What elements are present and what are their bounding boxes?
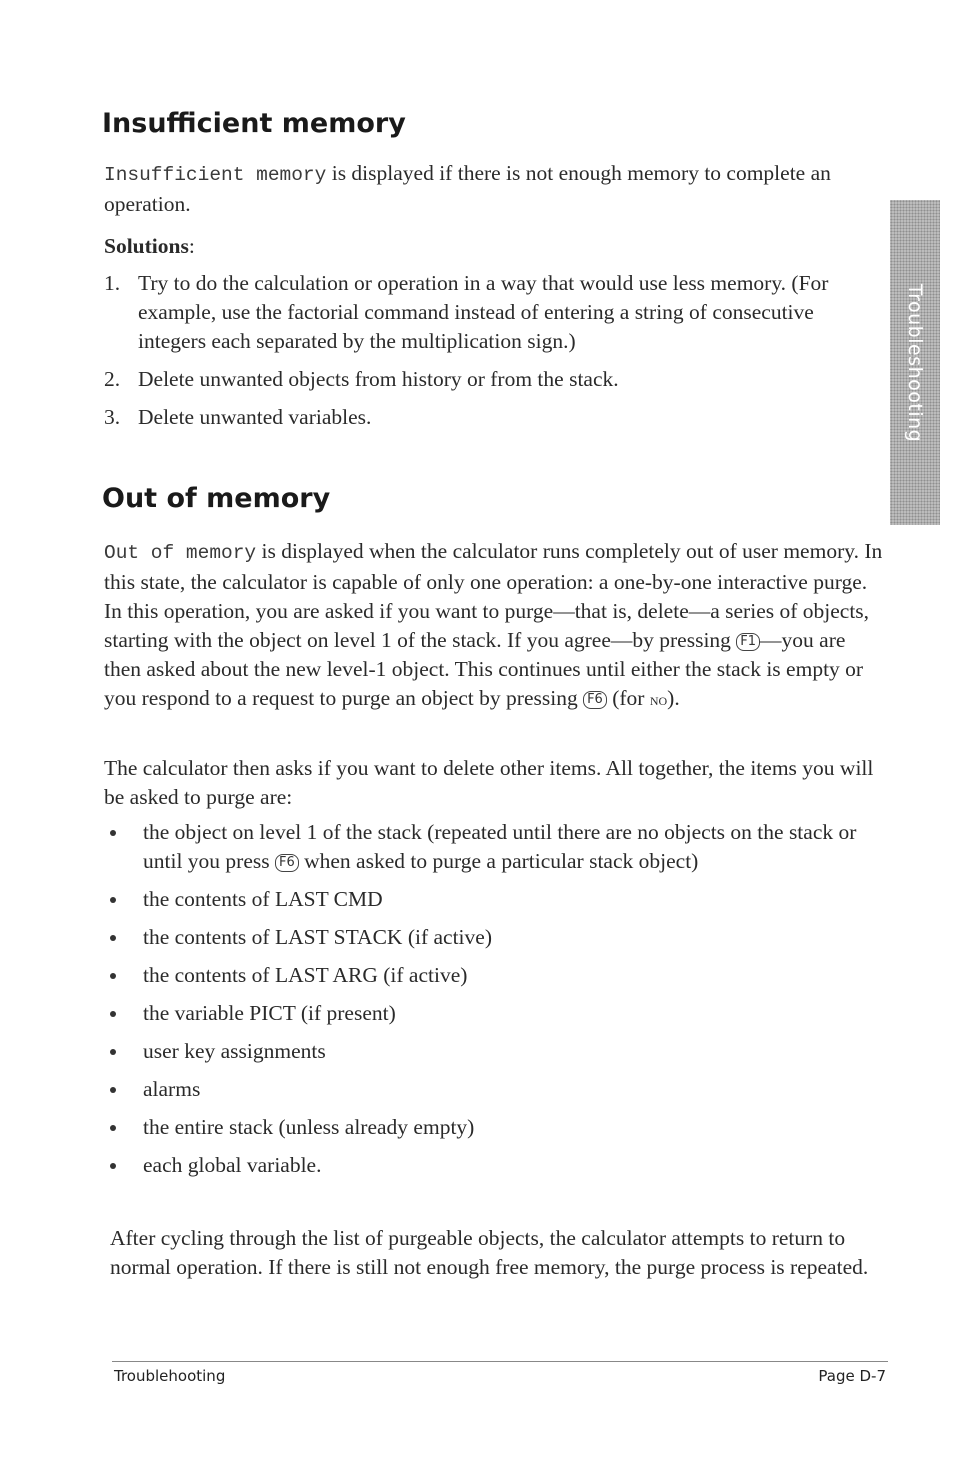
page-number: Page D-7 [818, 1367, 886, 1385]
f6-key-icon: F6 [275, 854, 299, 872]
f1-key-icon: F1 [736, 633, 760, 651]
section-heading-insufficient-memory: Insufficient memory [102, 108, 406, 139]
description-text: is displayed if there is not enough memory to complete an operation. [104, 161, 831, 216]
list-item: 1. Try to do the calculation or operation in a way that would use less memory. (For example, use the factorial command instead of entering a string of consecutive integers each separated by the multiplication sign.) [104, 271, 829, 353]
section-heading-out-of-memory: Out of memory [102, 483, 331, 514]
list-item: the contents of LAST CMD [106, 885, 886, 914]
list-item: each global variable. [106, 1151, 886, 1180]
insufficient-memory-description [104, 159, 884, 219]
purge-items-intro: The calculator then asks if you want to delete other items. All together, the items you will be asked to purge are: [104, 756, 874, 809]
error-message-code: Out of memory [104, 542, 257, 564]
error-message-code: Insufficient memory [104, 164, 327, 186]
list-item: 3. Delete unwanted variables. [104, 405, 372, 429]
f6-key-icon: F6 [583, 691, 607, 709]
footer-divider [112, 1361, 888, 1362]
out-of-memory-description: Out of memory is displayed when the calculator runs completely out of user memory. In this state, the calculator is capable of only one operation: a one-by-one interactive purge. In this operation, you are asked if you want to purge—that is, delete—a series of objects, starting with the object on level 1 of the stack. If you agree—by pressing F1 —you are then asked about the new level-1 object. This continues until either the stack is empty or you respond to a request to purge an object by pressing F6 (for no). [104, 539, 883, 710]
list-item: the contents of LAST STACK (if active) [106, 923, 886, 952]
solutions-list [104, 269, 884, 441]
no-softkey-label: no [649, 690, 668, 709]
list-item: the object on level 1 of the stack (repeated until there are no objects on the stack or until you press F6 when asked to purge a particular stack object) [106, 818, 886, 876]
list-item: alarms [106, 1075, 886, 1104]
list-item: user key assignments [106, 1037, 886, 1066]
footer-chapter-title: Troublehooting [114, 1367, 226, 1385]
list-item: the entire stack (unless already empty) [106, 1113, 886, 1142]
purge-conclusion: After cycling through the list of purgeable objects, the calculator attempts to return to normal operation. If there is still not enough free memory, the purge process is repeated. [110, 1226, 869, 1279]
side-tab-label: Troubleshooting [904, 283, 926, 442]
list-item: the variable PICT (if present) [106, 999, 886, 1028]
solutions-label: Solutions: [104, 234, 195, 258]
list-item: the contents of LAST ARG (if active) [106, 961, 886, 990]
chapter-side-tab [890, 200, 940, 525]
list-item: 2. Delete unwanted objects from history or from the stack. [104, 367, 619, 391]
purge-items-list [106, 818, 886, 1189]
